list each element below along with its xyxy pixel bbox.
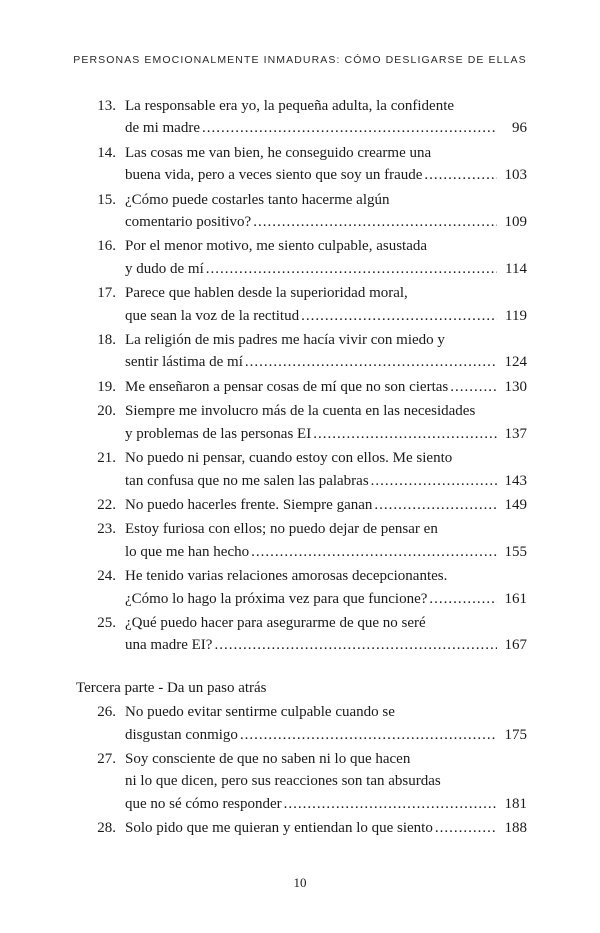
entry-page-number: 155 (504, 543, 527, 560)
entry-line (125, 305, 527, 327)
entry-page-number: 175 (504, 726, 527, 743)
part-heading: Tercera parte - Da un paso atrás (76, 679, 267, 696)
entry-page-number: 130 (504, 378, 527, 395)
entry-body (125, 817, 527, 839)
entry-body (125, 376, 527, 398)
entry-line (125, 329, 527, 351)
toc-entry (0, 612, 600, 657)
entry-line (125, 817, 527, 839)
dot-leader (429, 588, 497, 610)
entry-line (125, 588, 527, 610)
toc-entry (0, 447, 600, 492)
entry-page-number: 143 (504, 472, 527, 489)
entry-title-text: una madre EI? (125, 637, 213, 654)
dot-leader (214, 634, 497, 656)
entry-title-text: tan confusa que no me salen las palabras (125, 472, 369, 489)
entry-title-text: comentario positivo? (125, 214, 252, 231)
entry-body (125, 142, 527, 187)
entry-body (125, 282, 527, 327)
entry-page-number: 137 (504, 425, 527, 442)
page-number: 10 (293, 875, 307, 890)
entry-page-number: 161 (504, 590, 527, 607)
entry-number: 26. (97, 704, 116, 721)
entry-title-text: La responsable era yo, la pequeña adulta, la confidente (125, 98, 455, 114)
dot-leader (251, 541, 497, 563)
entry-body (125, 400, 527, 445)
dot-leader (240, 724, 497, 746)
dot-leader (253, 211, 497, 233)
entry-title-text: que no sé cómo responder (125, 795, 282, 812)
entry-line (125, 142, 527, 164)
entry-title-text: Me enseñaron a pensar cosas de mí que no son ciertas (125, 378, 449, 395)
entry-number: 16. (97, 238, 116, 255)
entry-page-number: 119 (505, 307, 527, 324)
dot-leader (206, 258, 497, 280)
entry-line (125, 748, 527, 770)
entry-title-text: ¿Cómo puede costarles tanto hacerme algún (125, 191, 390, 208)
entry-page-number: 181 (504, 795, 527, 812)
entry-page-number: 188 (504, 820, 527, 837)
entry-number: 20. (97, 403, 116, 420)
entry-page-number: 96 (512, 120, 527, 137)
entry-title-text: No puedo evitar sentirme culpable cuando se (125, 704, 395, 721)
toc-entry (0, 701, 600, 746)
entry-line (125, 351, 527, 373)
entry-title-text: La religión de mis padres me hacía vivir con miedo y (125, 332, 445, 349)
entry-title-text: Parece que hablen desde la superioridad moral, (125, 285, 408, 302)
toc-entry (0, 748, 600, 815)
entry-line (125, 189, 527, 211)
dot-leader (202, 117, 497, 139)
entry-number: 23. (97, 521, 116, 538)
entry-body (125, 748, 527, 815)
entry-line (125, 541, 527, 563)
entry-title-text: Soy consciente de que no saben ni lo que hacen (125, 750, 411, 767)
toc-entry (0, 565, 600, 610)
entry-title-text: No puedo ni pensar, cuando estoy con ellos. Me siento (125, 450, 453, 467)
entry-line (125, 494, 527, 516)
entry-body (125, 329, 527, 374)
entry-line (125, 447, 527, 469)
entry-title-text: de mi madre (125, 120, 200, 137)
toc-entry (0, 518, 600, 563)
entry-line (125, 117, 527, 139)
toc-entry (0, 494, 600, 516)
entry-line (125, 565, 527, 587)
entry-title-text: ¿Cómo lo hago la próxima vez para que funcione? (125, 590, 428, 607)
entry-line (125, 282, 527, 304)
toc-entry (0, 329, 600, 374)
entry-title-text: y dudo de mí (125, 260, 204, 277)
entry-number: 27. (97, 750, 116, 767)
entry-page-number: 124 (504, 354, 527, 371)
entry-title-text: lo que me han hecho (125, 543, 250, 560)
entry-number: 17. (97, 285, 116, 302)
entry-line (125, 235, 527, 257)
dot-leader (313, 423, 497, 445)
entry-body (125, 612, 527, 657)
entry-number: 18. (97, 332, 116, 349)
entry-title-text: ¿Qué puedo hacer para asegurarme de que no seré (125, 614, 426, 631)
toc-entry (0, 189, 600, 234)
entry-line (125, 423, 527, 445)
dot-leader (450, 376, 497, 398)
entry-title-text: sentir lástima de mí (125, 354, 243, 371)
entry-number: 15. (97, 191, 116, 208)
entry-body (125, 447, 527, 492)
entry-title-text: No puedo hacerles frente. Siempre ganan (125, 496, 373, 513)
entry-title-text: He tenido varias relaciones amorosas decepcionantes. (125, 568, 448, 585)
entry-line (125, 211, 527, 233)
entry-line (125, 518, 527, 540)
entry-line (125, 470, 527, 492)
entry-body (125, 189, 527, 234)
toc-entry (0, 235, 600, 280)
dot-leader (435, 817, 497, 839)
entry-line (125, 793, 527, 815)
toc-entries (0, 95, 600, 657)
entry-title-text: que sean la voz de la rectitud (125, 307, 300, 324)
entry-body (125, 518, 527, 563)
entry-line (125, 724, 527, 746)
entry-line (125, 770, 527, 792)
entry-number: 22. (97, 496, 116, 513)
entry-title-text: y problemas de las personas EI (125, 425, 312, 442)
entry-number: 13. (97, 98, 116, 114)
entry-line (125, 258, 527, 280)
entry-title-text: Estoy furiosa con ellos; no puedo dejar de pensar en (125, 521, 438, 538)
entry-body (125, 701, 527, 746)
entry-body (125, 95, 527, 140)
toc-entry (0, 95, 600, 140)
table-of-contents (0, 95, 600, 842)
entry-title-text: ni lo que dicen, pero sus reacciones son tan absurdas (125, 773, 441, 790)
dot-leader (245, 351, 497, 373)
dot-leader (301, 305, 497, 327)
entry-body (125, 494, 527, 516)
dot-leader (284, 793, 497, 815)
entry-body (125, 565, 527, 610)
entry-title-text: buena vida, pero a veces siento que soy un fraude (125, 167, 423, 184)
toc-entry (0, 282, 600, 327)
entry-line (125, 400, 527, 422)
entry-title-text: Solo pido que me quieran y entiendan lo que siento (125, 820, 433, 837)
entry-number: 21. (97, 450, 116, 467)
running-header: PERSONAS EMOCIONALMENTE INMADURAS: CÓMO DESLIGARSE DE ELLAS (73, 54, 527, 66)
entry-body (125, 235, 527, 280)
entry-line (125, 701, 527, 723)
toc-part-entries (0, 701, 600, 839)
entry-line (125, 376, 527, 398)
entry-line (125, 95, 527, 117)
entry-number: 19. (97, 378, 116, 395)
entry-title-text: Las cosas me van bien, he conseguido crearme una (125, 144, 432, 161)
toc-entry (0, 142, 600, 187)
entry-page-number: 167 (504, 637, 527, 654)
entry-line (125, 634, 527, 656)
dot-leader (374, 494, 497, 516)
entry-page-number: 149 (504, 496, 527, 513)
dot-leader (371, 470, 497, 492)
entry-line (125, 164, 527, 186)
entry-title-text: Por el menor motivo, me siento culpable, asustada (125, 238, 428, 255)
entry-page-number: 114 (505, 260, 527, 277)
toc-entry (0, 400, 600, 445)
toc-entry (0, 376, 600, 398)
entry-page-number: 109 (504, 214, 527, 231)
entry-number: 24. (97, 568, 116, 585)
entry-number: 28. (97, 820, 116, 837)
toc-entry (0, 817, 600, 839)
entry-line (125, 612, 527, 634)
dot-leader (424, 164, 497, 186)
entry-page-number: 103 (504, 167, 527, 184)
entry-title-text: Siempre me involucro más de la cuenta en las necesidades (125, 403, 476, 420)
entry-title-text: disgustan conmigo (125, 726, 238, 743)
entry-number: 25. (97, 614, 116, 631)
entry-number: 14. (97, 144, 116, 161)
